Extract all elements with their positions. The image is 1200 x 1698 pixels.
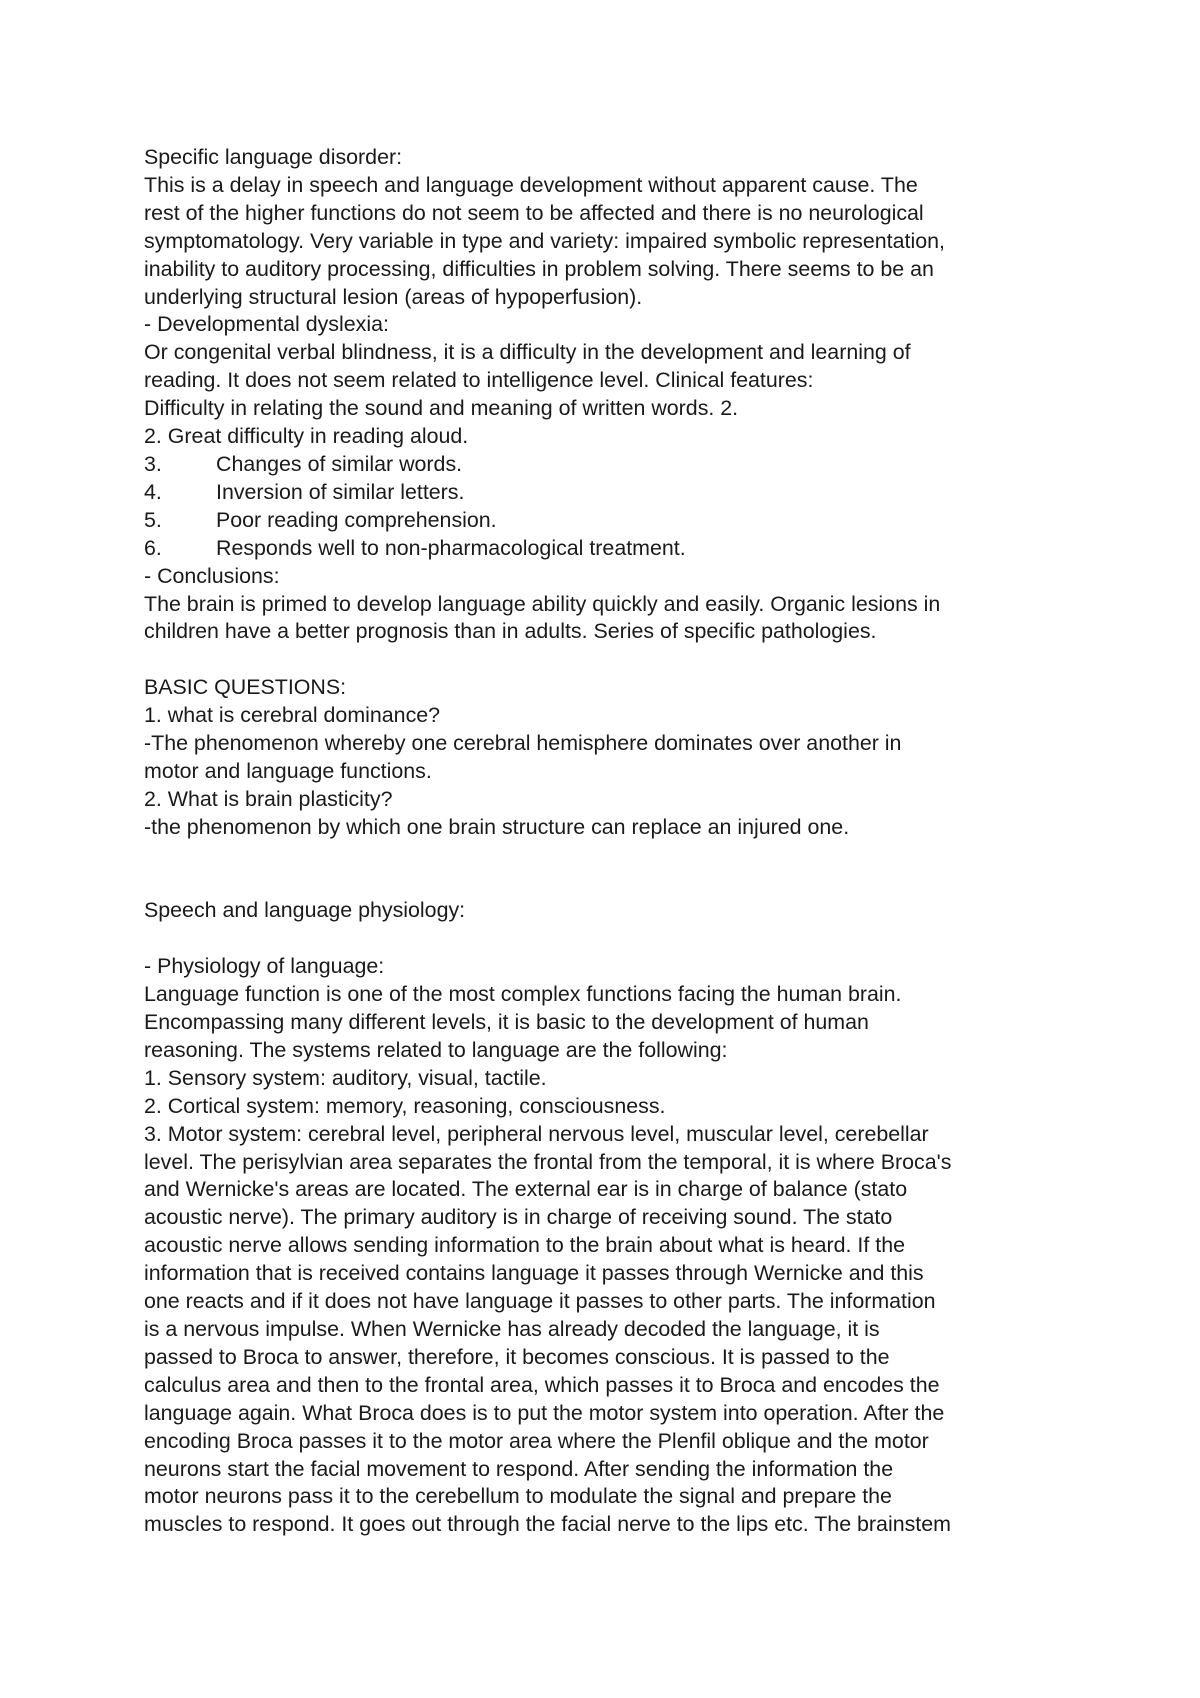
paragraph-line: passed to Broca to answer, therefore, it becomes conscious. It is passed to the bbox=[144, 1344, 890, 1369]
section-heading-physiology-of-language: - Physiology of language: bbox=[144, 954, 385, 979]
paragraph-line: 1. Sensory system: auditory, visual, tactile. bbox=[144, 1065, 547, 1090]
list-item-number: 5. bbox=[144, 507, 162, 532]
paragraph-line: encoding Broca passes it to the motor area where the Plenfil oblique and the motor bbox=[144, 1428, 929, 1453]
paragraph-line: reading. It does not seem related to intelligence level. Clinical features: bbox=[144, 368, 814, 393]
section-heading-specific-language-disorder: Specific language disorder: bbox=[144, 145, 403, 169]
paragraph-line: Difficulty in relating the sound and meaning of written words. 2. bbox=[144, 396, 739, 421]
list-item-text: Inversion of similar letters. bbox=[216, 479, 465, 504]
paragraph-line: 3. Motor system: cerebral level, peripheral nervous level, muscular level, cerebellar bbox=[144, 1121, 929, 1146]
physiology-of-language-paragraph bbox=[144, 981, 1074, 1539]
list-item bbox=[144, 451, 1074, 479]
section-heading-developmental-dyslexia: - Developmental dyslexia: bbox=[144, 312, 389, 337]
specific-language-disorder-paragraph bbox=[144, 172, 1074, 312]
paragraph-line: and Wernicke's areas are located. The external ear is in charge of balance (stato bbox=[144, 1177, 908, 1202]
list-item-text: Responds well to non-pharmacological treatment. bbox=[216, 535, 686, 560]
paragraph-line: Or congenital verbal blindness, it is a difficulty in the development and learning of bbox=[144, 340, 911, 365]
paragraph-line: Encompassing many different levels, it is basic to the development of human bbox=[144, 1010, 869, 1035]
paragraph-line: acoustic nerve). The primary auditory is in charge of receiving sound. The stato bbox=[144, 1205, 893, 1230]
paragraph-line: The brain is primed to develop language ability quickly and easily. Organic lesions in bbox=[144, 591, 941, 616]
paragraph-line: is a nervous impulse. When Wernicke has already decoded the language, it is bbox=[144, 1317, 880, 1341]
paragraph-line: 2. Great difficulty in reading aloud. bbox=[144, 424, 469, 449]
paragraph-line: level. The perisylvian area separates the frontal from the temporal, it is where Broca's bbox=[144, 1149, 952, 1174]
document-body bbox=[144, 144, 1074, 1539]
list-item-number: 3. bbox=[144, 451, 162, 476]
clinical-features-list bbox=[144, 451, 1074, 563]
paragraph-line: This is a delay in speech and language development without apparent cause. The bbox=[144, 172, 918, 197]
blank-line bbox=[144, 842, 1074, 870]
paragraph-line: language again. What Broca does is to put the motor system into operation. After the bbox=[144, 1400, 945, 1425]
paragraph-line: rest of the higher functions do not seem to be affected and there is no neurological bbox=[144, 200, 924, 225]
paragraph-line: Language function is one of the most complex functions facing the human brain. bbox=[144, 982, 902, 1007]
answer-line: -The phenomenon whereby one cerebral hemisphere dominates over another in bbox=[144, 731, 902, 756]
list-item-number: 4. bbox=[144, 479, 162, 504]
section-heading-basic-questions: BASIC QUESTIONS: bbox=[144, 675, 347, 700]
paragraph-line: calculus area and then to the frontal area, which passes it to Broca and encodes the bbox=[144, 1372, 940, 1397]
list-item bbox=[144, 535, 1074, 563]
developmental-dyslexia-paragraph bbox=[144, 339, 1074, 451]
basic-questions-block bbox=[144, 702, 1074, 842]
list-item-text: Changes of similar words. bbox=[216, 451, 463, 476]
paragraph-line: muscles to respond. It goes out through the facial nerve to the lips etc. The brainstem bbox=[144, 1512, 951, 1537]
paragraph-line: information that is received contains language it passes through Wernicke and this bbox=[144, 1261, 924, 1286]
blank-line bbox=[144, 646, 1074, 674]
conclusions-paragraph bbox=[144, 591, 1074, 647]
section-heading-speech-language-physiology: Speech and language physiology: bbox=[144, 898, 466, 923]
answer-line: -the phenomenon by which one brain structure can replace an injured one. bbox=[144, 814, 850, 839]
paragraph-line: motor neurons pass it to the cerebellum to modulate the signal and prepare the bbox=[144, 1484, 892, 1509]
paragraph-line: inability to auditory processing, difficulties in problem solving. There seems to be an bbox=[144, 256, 934, 281]
paragraph-line: underlying structural lesion (areas of hypoperfusion). bbox=[144, 284, 643, 309]
blank-line bbox=[144, 925, 1074, 953]
paragraph-line: one reacts and if it does not have language it passes to other parts. The information bbox=[144, 1289, 936, 1314]
paragraph-line: reasoning. The systems related to language are the following: bbox=[144, 1037, 728, 1062]
question-line: 2. What is brain plasticity? bbox=[144, 786, 393, 811]
answer-line: motor and language functions. bbox=[144, 758, 432, 783]
paragraph-line: children have a better prognosis than in adults. Series of specific pathologies. bbox=[144, 619, 877, 644]
paragraph-line: 2. Cortical system: memory, reasoning, consciousness. bbox=[144, 1093, 666, 1118]
paragraph-line: symptomatology. Very variable in type and variety: impaired symbolic representation, bbox=[144, 228, 945, 253]
section-heading-conclusions: - Conclusions: bbox=[144, 563, 280, 588]
list-item-number: 6. bbox=[144, 535, 162, 560]
list-item bbox=[144, 507, 1074, 535]
paragraph-line: neurons start the facial movement to respond. After sending the information the bbox=[144, 1456, 894, 1481]
list-item bbox=[144, 479, 1074, 507]
paragraph-line: acoustic nerve allows sending information to the brain about what is heard. If the bbox=[144, 1233, 905, 1258]
list-item-text: Poor reading comprehension. bbox=[216, 507, 497, 532]
blank-line bbox=[144, 870, 1074, 898]
question-line: 1. what is cerebral dominance? bbox=[144, 703, 441, 728]
